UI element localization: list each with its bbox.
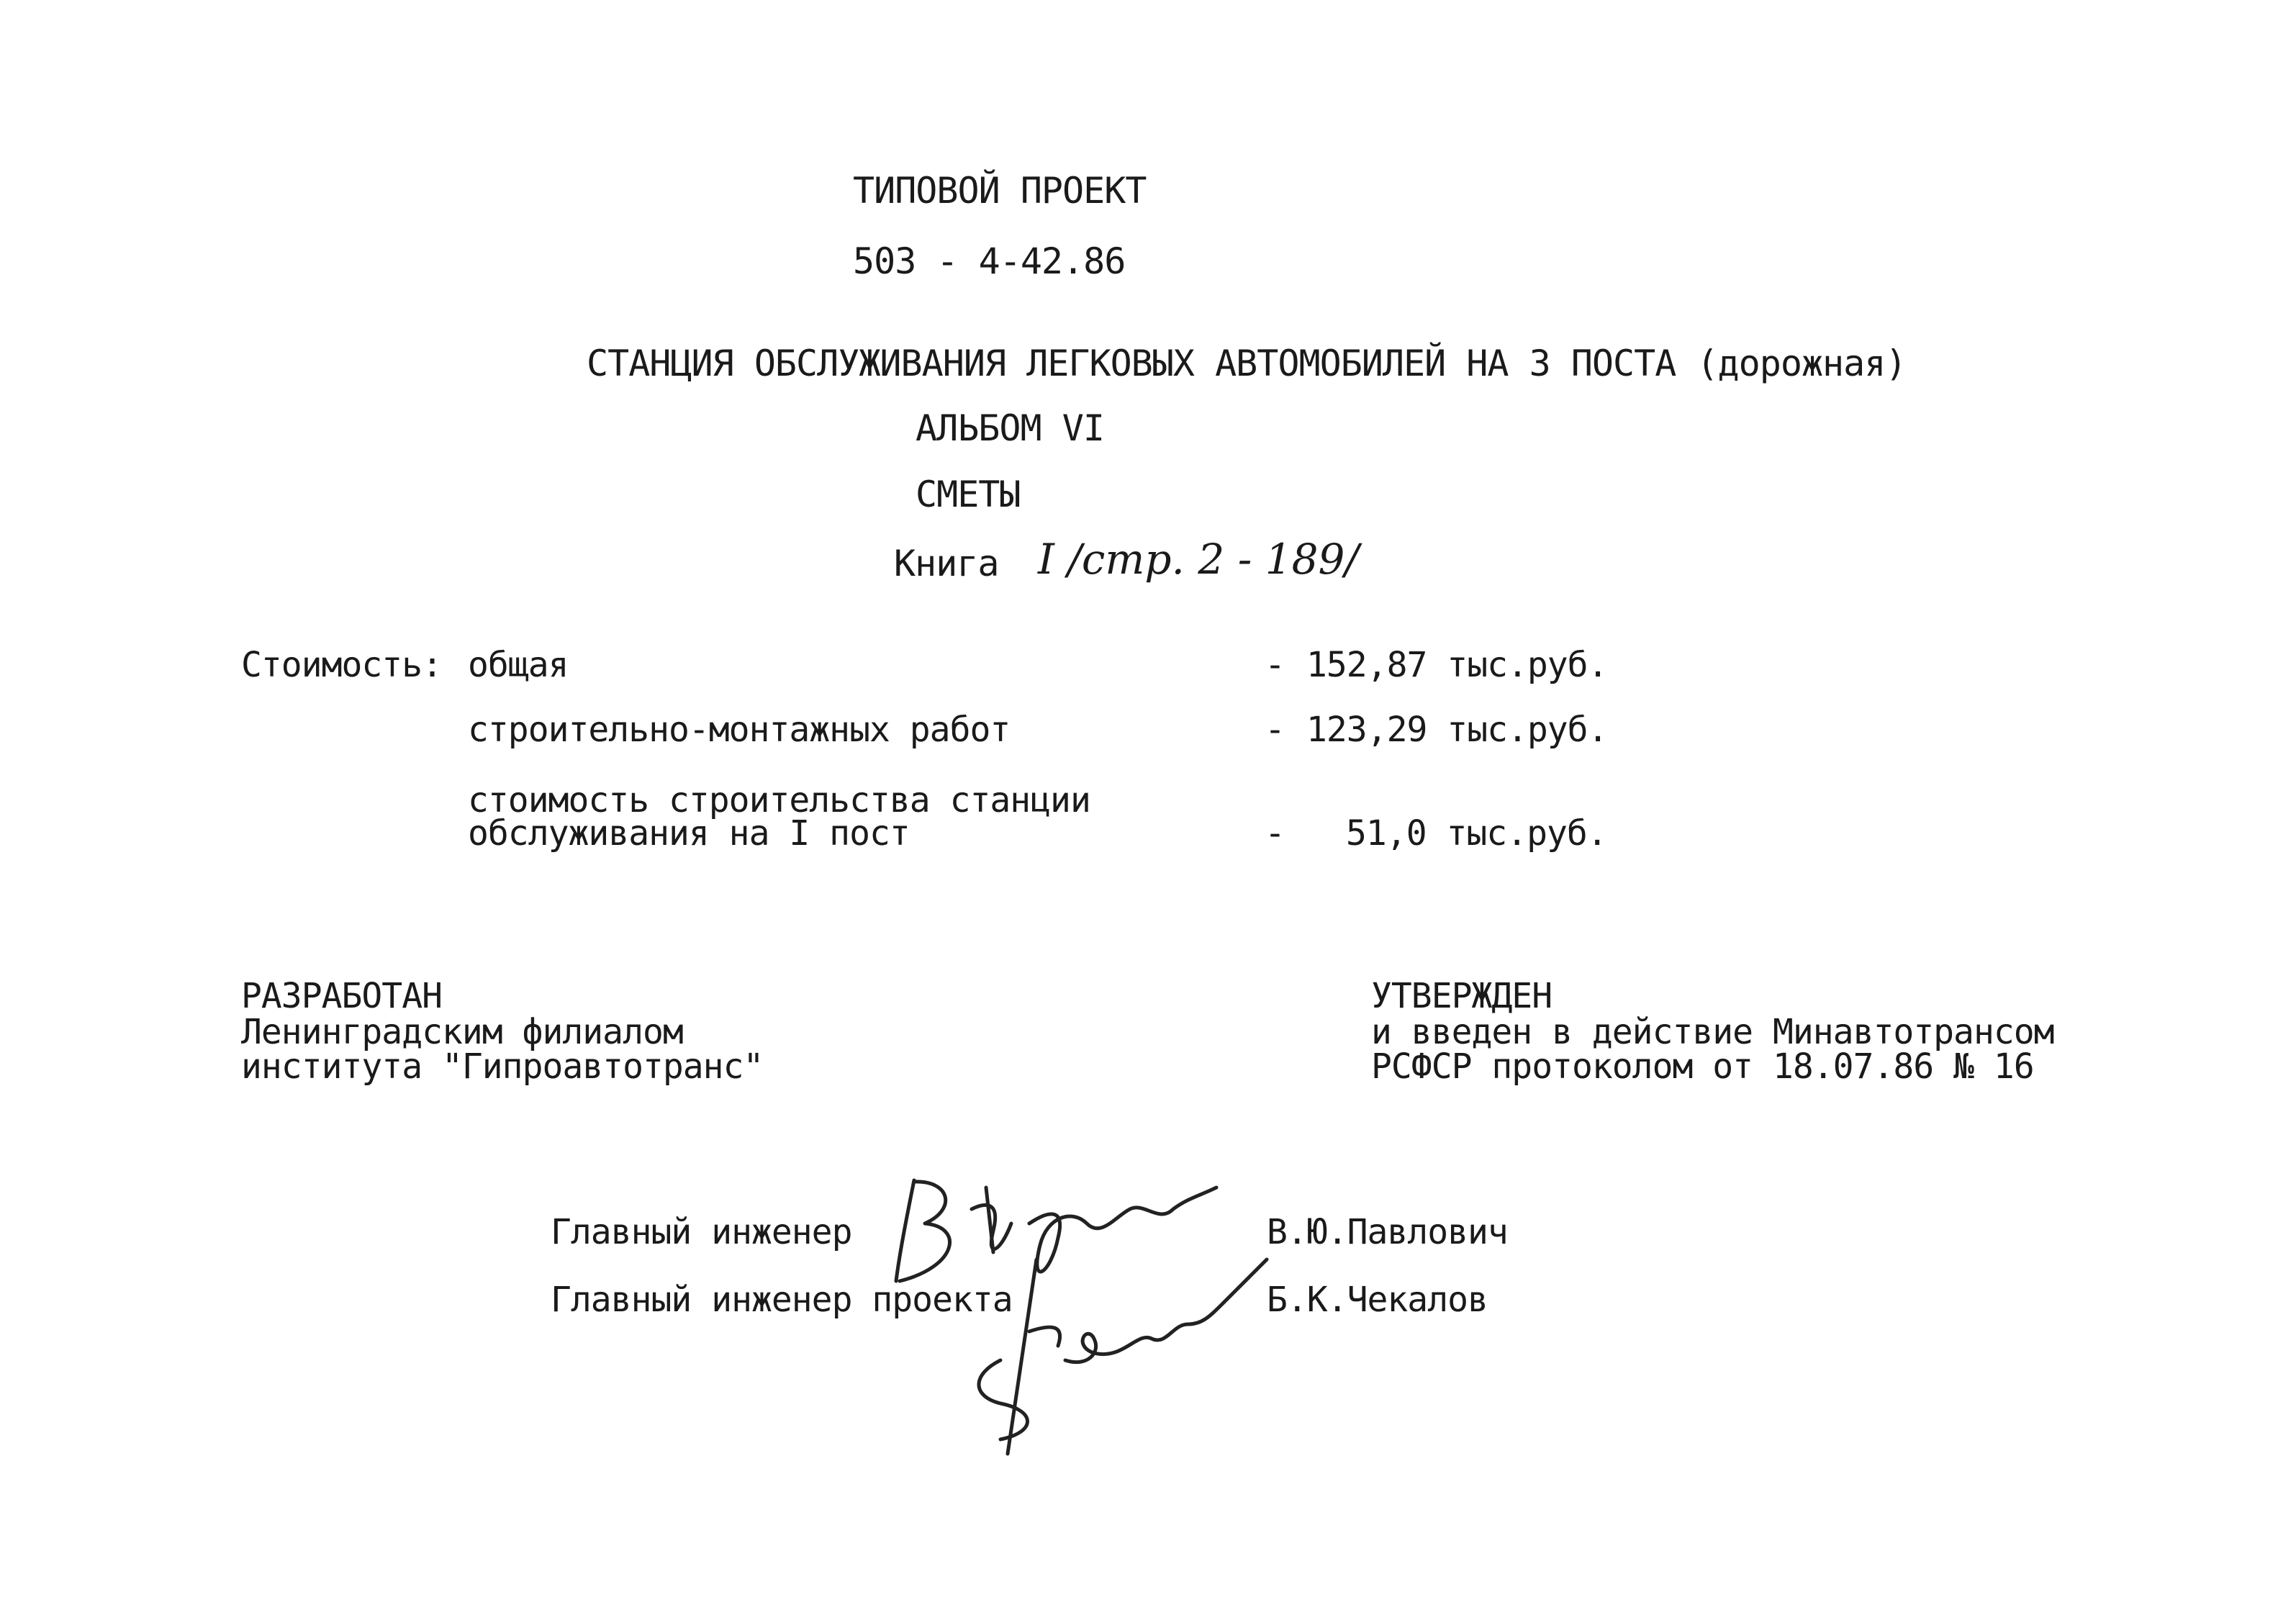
cost-row-name: стоимость строительства станции <box>468 780 1090 820</box>
cost-row-name: общая <box>468 645 569 685</box>
cost-row-dash: - <box>1265 813 1285 854</box>
book-pages: I /стр. 2 - 189/ <box>1038 535 1359 584</box>
developed-line: Ленинградским филиалом <box>241 1012 683 1052</box>
cost-row-value: 152,87 тыс.руб. <box>1306 645 1608 685</box>
cost-row-dash: - <box>1265 645 1285 685</box>
section-label: СМЕТЫ <box>916 474 1021 515</box>
project-number: 503 - 4-42.86 <box>853 240 1126 282</box>
book-label: Книга <box>894 543 999 584</box>
cost-row-value: 51,0 тыс.руб. <box>1346 813 1607 854</box>
cost-label: Стоимость: <box>241 645 442 685</box>
approved-line: РСФСР протоколом от 18.07.86 № 16 <box>1371 1046 2034 1087</box>
document-title: СТАНЦИЯ ОБСЛУЖИВАНИЯ ЛЕГКОВЫХ АВТОМОБИЛЕЙ НА 3 ПОСТА (дорожная) <box>587 343 1907 384</box>
album-label: АЛЬБОМ VI <box>916 407 1104 449</box>
signature-name: В.Ю.Павлович <box>1267 1212 1508 1252</box>
cost-row-name: строительно-монтажных работ <box>468 710 1011 750</box>
cost-row-value: 123,29 тыс.руб. <box>1306 710 1608 750</box>
approved-line: и введен в действие Минавтотрансом <box>1371 1012 2054 1052</box>
developed-heading: РАЗРАБОТАН <box>241 976 442 1016</box>
cost-row-name: обслуживания на I пост <box>468 813 910 854</box>
signature-role: Главный инженер <box>551 1212 852 1252</box>
project-type: ТИПОВОЙ ПРОЕКТ <box>853 170 1147 212</box>
developed-line: института "Гипроавтотранс" <box>241 1046 764 1087</box>
signature-name: Б.К.Чекалов <box>1267 1280 1488 1320</box>
signature-role: Главный инженер проекта <box>551 1280 1013 1320</box>
approved-heading: УТВЕРЖДЕН <box>1371 976 1552 1016</box>
signature-image <box>957 1252 1288 1461</box>
cost-row-dash: - <box>1265 710 1285 750</box>
